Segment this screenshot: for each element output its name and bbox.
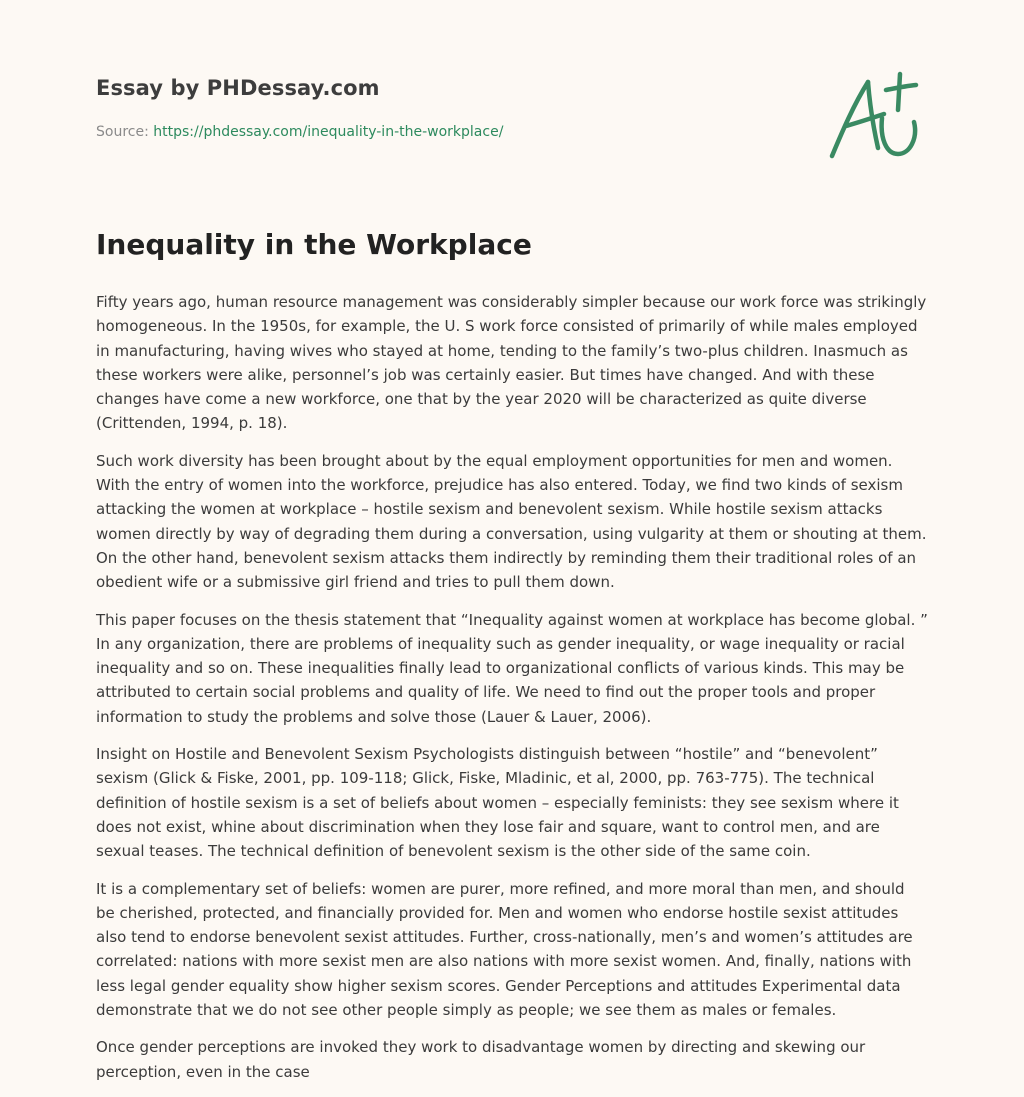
site-title: Essay by PHDessay.com [96,76,380,100]
paragraph-1: Fifty years ago, human resource management was considerably simpler because our work force was strikingly homogeneous. In the 1950s, for example, the U. S work force consisted of primarily of while males employed in manufacturing, having wives who stayed at home, tending to the family’s two-plus children. Inasmuch as these workers were alike, personnel’s job was certainly easier. But times have changed. And with these changes have come a new workforce, one that by the year 2020 will be characterized as quite diverse (Crittenden, 1994, p. 18). [96,293,927,433]
paragraph-6: Once gender perceptions are invoked they work to disadvantage women by directing and skewing our perception, even in the case [96,1038,866,1081]
paragraph-3: This paper focuses on the thesis statement that “Inequality against women at workplace has become global. ” In any organization, there are problems of inequality such as gender inequality, or wage inequality or racial inequality and so on. These inequalities finally lead to organizational conflicts of various kinds. This may be attributed to certain social problems and quality of life. We need to find out the proper tools and proper information to study the problems and solve those (Lauer & Lauer, 2006). [96,610,928,726]
page-header [96,74,928,174]
article [96,226,928,1097]
a-plus-logo-icon [824,68,928,168]
paragraph-2: Such work diversity has been brought about by the equal employment opportunities for men and women. With the entry of women into the workforce, prejudice has also entered. Today, we find two kinds of sexism attacking the women at workplace – hostile sexism and benevolent sexism. While hostile sexism attacks women directly by way of degrading them during a conversation, using vulgarity at them or shouting at them. On the other hand, benevolent sexism attacks them indirectly by reminding them their traditional roles of an obedient wife or a submissive girl friend and tries to pull them down. [96,451,927,592]
source-label: Source: [96,124,154,140]
paragraph-5: It is a complementary set of beliefs: women are purer, more refined, and more moral than men, and should be cherished, protected, and financially provided for. Men and women who endorse hostile sexist attitudes also tend to endorse benevolent sexist attitudes. Further, cross-nationally, men’s and women’s attitudes are correlated: nations with more sexist men are also nations with more sexist women. And, finally, nations with less legal gender equality show higher sexism scores. Gender Perceptions and attitudes Experimental data demonstrate that we do not see other people simply as people; we see them as males or females. [96,879,913,1020]
paragraph-4: Insight on Hostile and Benevolent Sexism Psychologists distinguish between “hostile” and “benevolent” sexism (Glick & Fiske, 2001, pp. 109-118; Glick, Fiske, Mladinic, et al, 2000, pp. 763-775). The technical definition of hostile sexism is a set of beliefs about women – especially feminists: they see sexism where it does not exist, whine about discrimination when they lose fair and square, want to control men, and are sexual teases. The technical definition of benevolent sexism is the other side of the same coin. [96,745,899,861]
source-line [96,124,503,140]
article-title: Inequality in the Workplace [96,228,532,261]
source-link[interactable]: https://phdessay.com/inequality-in-the-workplace/ [153,124,504,140]
